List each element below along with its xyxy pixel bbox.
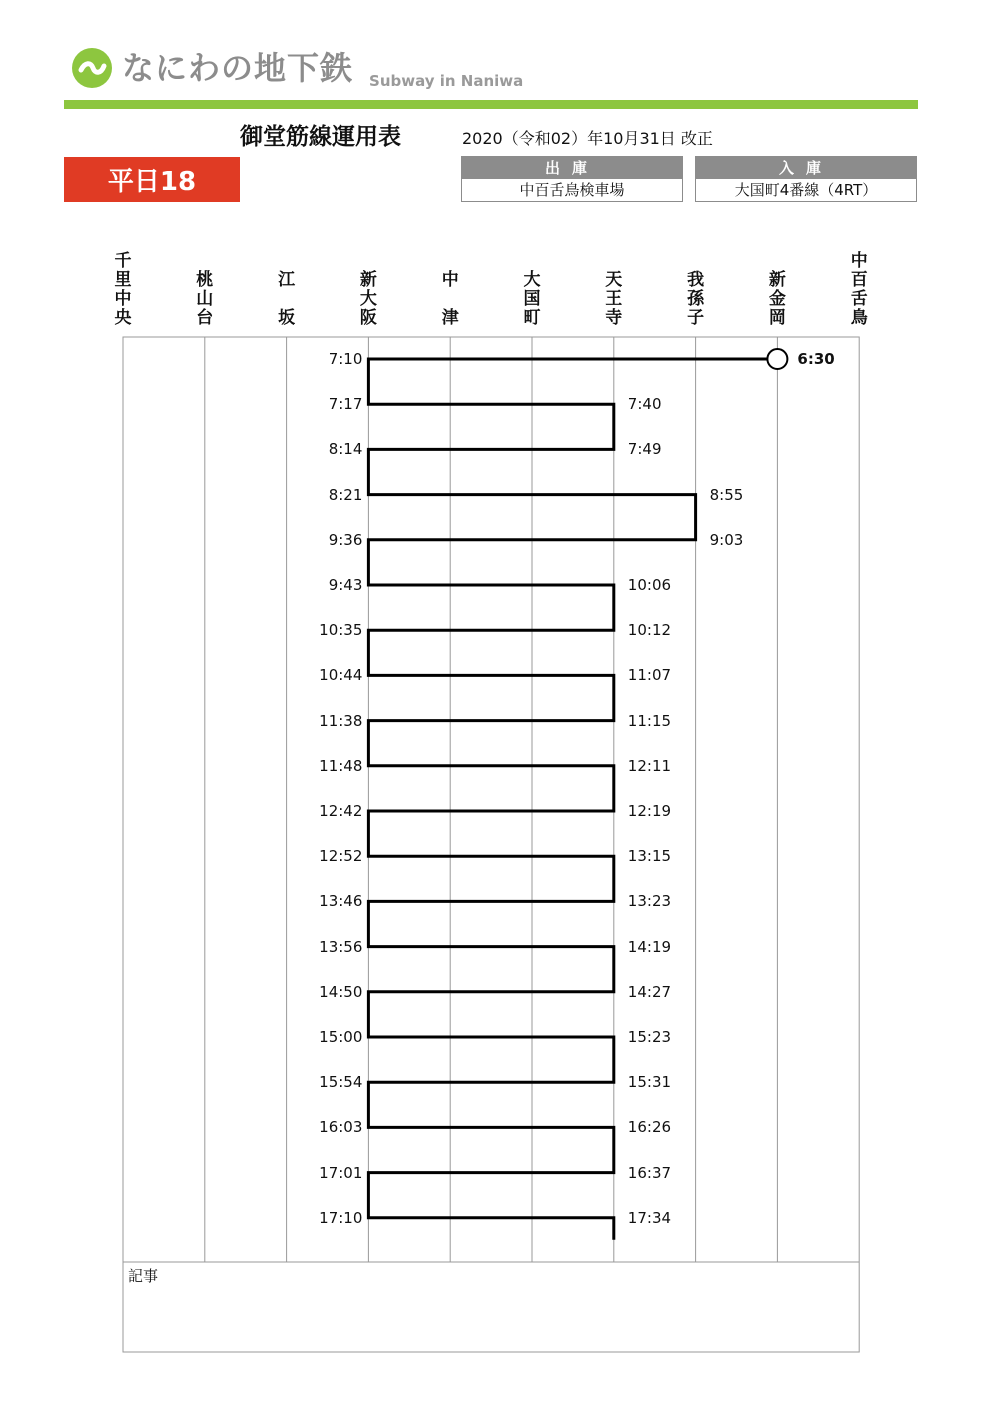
time-label: 17:01: [319, 1163, 363, 1182]
time-label: 11:48: [319, 756, 363, 775]
time-label: 10:06: [627, 576, 672, 594]
depart-depot-label: 出庫: [462, 157, 682, 179]
depart-depot-value: 中百舌鳥検車場: [519, 181, 625, 199]
time-label: 11:07: [627, 666, 672, 685]
time-label: 7:10: [328, 350, 363, 368]
time-label: 7:49: [627, 440, 662, 459]
station-header: 新 大 阪: [359, 270, 377, 328]
time-label: 14:27: [627, 982, 672, 1001]
time-label: 15:23: [627, 1028, 672, 1046]
time-label: 12:11: [627, 756, 672, 775]
time-label: 17:10: [319, 1208, 363, 1227]
day-badge: 平日18: [64, 157, 240, 202]
time-label: 13:46: [319, 892, 363, 911]
time-label: 16:03: [319, 1118, 363, 1137]
time-label: 16:26: [627, 1118, 672, 1137]
time-label: 17:34: [627, 1208, 672, 1227]
enter-depot-value: 大国町4番線（4RT）: [734, 181, 878, 199]
time-label: 13:15: [627, 847, 672, 866]
time-label: 12:19: [627, 802, 672, 820]
time-label: 15:00: [319, 1028, 363, 1046]
enter-depot-label: 入庫: [696, 157, 916, 179]
time-label: 10:35: [319, 621, 363, 640]
station-header: 千 里 中 央: [114, 251, 132, 328]
station-header: 中 百 舌 鳥: [850, 251, 868, 328]
time-label: 9:03: [709, 530, 744, 549]
station-header: 天 王 寺: [605, 270, 623, 328]
time-label: 9:36: [328, 530, 363, 549]
time-label: 14:19: [627, 937, 672, 956]
time-label: 16:37: [627, 1163, 672, 1182]
time-label: 8:21: [328, 485, 363, 504]
revision-date: 2020（令和02）年10月31日 改正: [462, 129, 713, 148]
time-label: 13:56: [319, 937, 363, 956]
brand-name: なにわの地下鉄: [122, 49, 354, 87]
station-header: 江 坂: [278, 270, 296, 328]
time-label: 10:44: [319, 666, 363, 685]
time-label: 7:17: [328, 395, 363, 414]
time-label: 9:43: [328, 576, 363, 594]
notes-label: 記事: [128, 1267, 159, 1285]
time-label: 12:42: [319, 802, 363, 820]
time-label: 15:31: [627, 1073, 672, 1092]
time-label: 7:40: [627, 395, 662, 414]
station-header: 中 津: [441, 270, 459, 328]
time-label: 8:55: [709, 485, 744, 504]
time-label: 12:52: [319, 847, 363, 866]
time-label: 6:30: [797, 350, 835, 368]
time-label: 13:23: [627, 892, 672, 911]
time-label: 11:15: [627, 711, 672, 730]
station-header: 桃 山 台: [196, 270, 214, 328]
document-title: 御堂筋線運用表: [240, 124, 401, 150]
station-header: 大 国 町: [523, 270, 541, 328]
depart-marker: [767, 349, 787, 369]
time-label: 14:50: [319, 982, 363, 1001]
time-label: 8:14: [328, 440, 363, 459]
brand-subtitle: Subway in Naniwa: [369, 72, 524, 90]
time-label: 11:38: [319, 711, 363, 730]
station-header: 新 金 岡: [768, 270, 786, 328]
station-header: 我 孫 子: [687, 270, 705, 328]
time-label: 10:12: [627, 621, 672, 640]
time-label: 15:54: [319, 1073, 363, 1092]
